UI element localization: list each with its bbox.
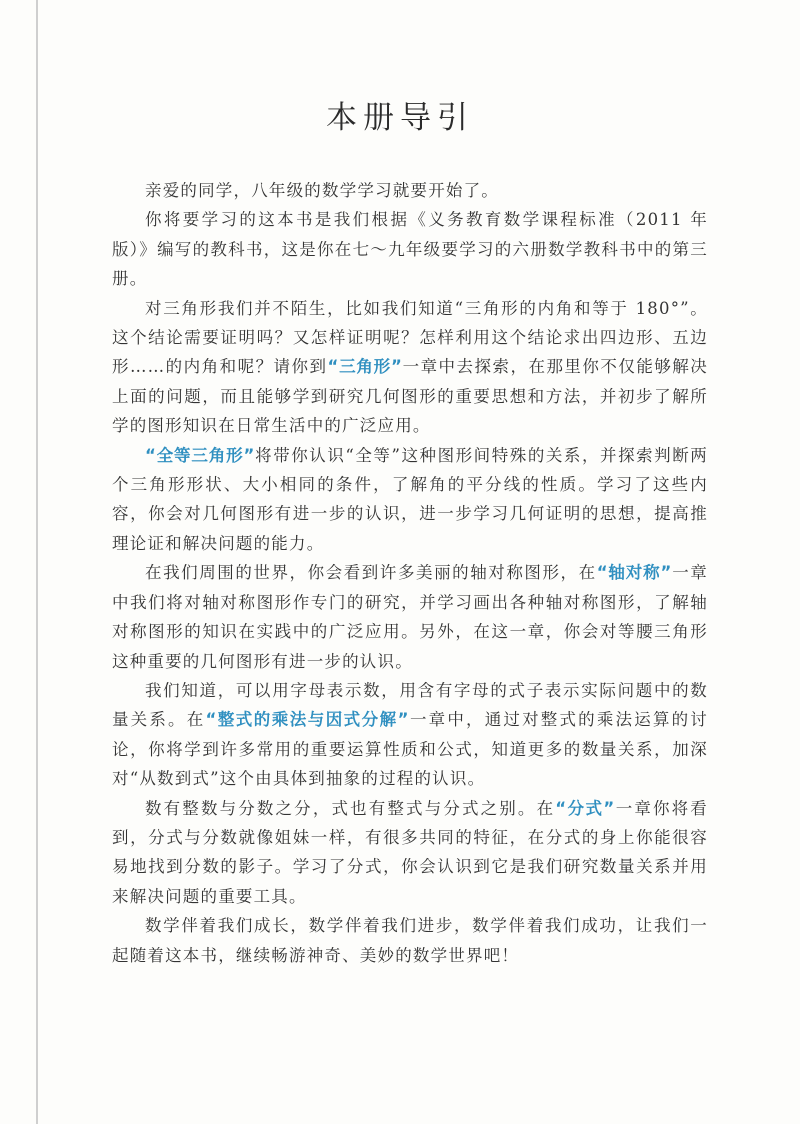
paragraph-text: 数有整数与分数之分，式也有整式与分式之别。在: [145, 798, 556, 818]
chapter-name-highlight: “三角形”: [327, 357, 403, 377]
body-paragraph: [112, 676, 708, 794]
paragraph-text: 一章你将看到，分式与分数就像姐妹一样，有很多共同的特征，在分式的身上你能很容易地找到分数的影子。学习了分式，你会认识到它是我们研究数量关系并用来解决问题的重要工具。: [112, 798, 708, 906]
page-binding-edge: [36, 0, 38, 1124]
body-paragraph: [112, 558, 708, 676]
guide-body: [112, 176, 708, 970]
body-paragraph: [112, 911, 708, 970]
paragraph-text: 你将要学习的这本书是我们根据《义务教育数学课程标准（2011 年版）》编写的教科书，这是你在七～九年级要学习的六册数学教科书中的第三册。: [112, 210, 708, 289]
chapter-name-highlight: “整式的乘法与因式分解”: [205, 710, 409, 730]
chapter-name-highlight: “全等三角形”: [145, 445, 255, 465]
paragraph-text: 一章中我们将对轴对称图形作专门的研究，并学习画出各种轴对称图形，了解轴对称图形的知识在实践中的广泛应用。另外，在这一章，你会对等腰三角形这种重要的几何图形有进一步的认识。: [112, 563, 708, 671]
body-paragraph: [112, 205, 708, 293]
chapter-name-highlight: “轴对称”: [596, 563, 672, 583]
paragraph-text: 将带你认识“全等”这种图形间特殊的关系，并探索判断两个三角形形状、大小相同的条件，了解角的平分线的性质。学习了这些内容，你会对几何图形有进一步的认识，进一步学习几何证明的思想，提高推理论证和解决问题的能力。: [112, 445, 708, 553]
body-paragraph: [112, 176, 708, 205]
paragraph-text: 数学伴着我们成长，数学伴着我们进步，数学伴着我们成功，让我们一起随着这本书，继续畅游神奇、美妙的数学世界吧！: [112, 916, 708, 965]
paragraph-text: 一章中去探索，在那里你不仅能够解决上面的问题，而且能够学到研究几何图形的重要思想和方法，并初步了解所学的图形知识在日常生活中的广泛应用。: [112, 357, 708, 436]
paragraph-text: 我们知道，可以用字母表示数，用含有字母的式子表示实际问题中的数量关系。在: [112, 680, 708, 730]
paragraph-text: 对三角形我们并不陌生，比如我们知道“三角形的内角和等于 180°”。这个结论需要证明吗？又怎样证明呢？怎样利用这个结论求出四边形、五边形……的内角和呢？请你到: [112, 298, 708, 377]
body-paragraph: [112, 794, 708, 912]
paragraph-text: 一章中，通过对整式的乘法运算的讨论，你将学到许多常用的重要运算性质和公式，知道更多的数量关系，加深对“从数到式”这个由具体到抽象的过程的认识。: [112, 710, 708, 789]
page-title: 本册导引: [326, 100, 474, 136]
body-paragraph: [112, 441, 708, 559]
paragraph-text: 亲爱的同学，八年级的数学学习就要开始了。: [145, 181, 499, 200]
body-paragraph: [112, 294, 708, 441]
paragraph-text: 在我们周围的世界，你会看到许多美丽的轴对称图形，在: [145, 563, 597, 583]
chapter-name-highlight: “分式”: [555, 798, 615, 818]
